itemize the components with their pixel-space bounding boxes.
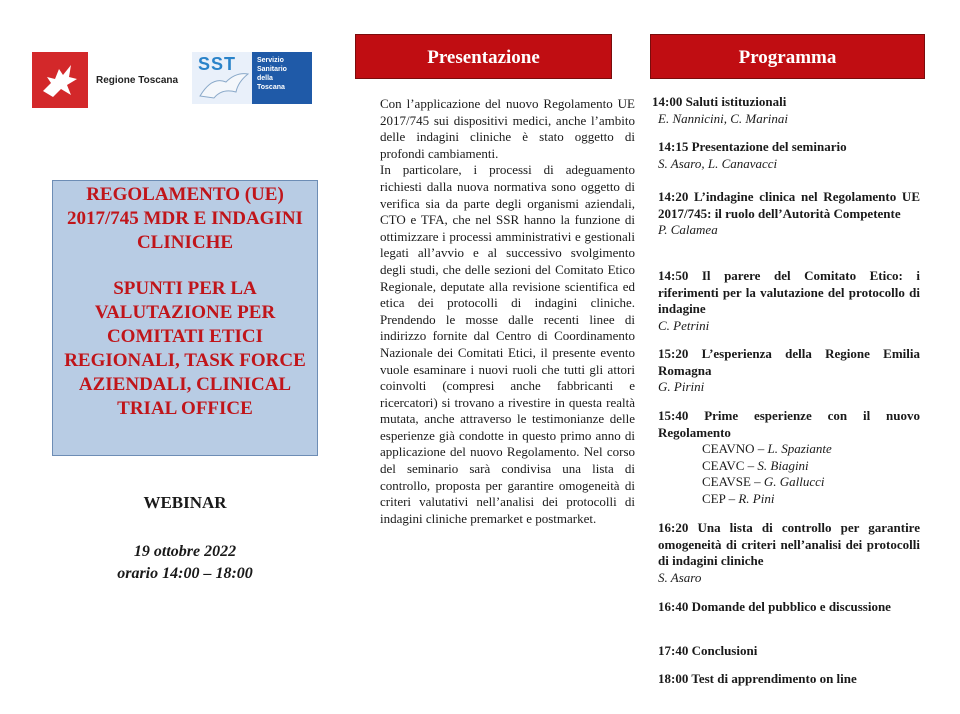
sub-name: S. Biagini xyxy=(757,457,809,473)
programme-heading: Programma xyxy=(650,34,925,79)
programme-subitem xyxy=(702,458,920,475)
sst-text: SST xyxy=(198,54,237,74)
sst-mark xyxy=(192,52,252,104)
programme-time: 14:50 Il parere del Comitato Etico: i riferimenti per la valutazione del protocollo di indagine xyxy=(658,268,920,317)
programme-item xyxy=(652,346,920,396)
presentation-paragraph: In particolare, i processi di adeguamento richiesti dalla nuova normativa sono oggetto di verifica sia da parte degli organismi aziendali, CTO e TFA, che nel SSR hanno la funzione di ottimizzare i processi amministrativi e gestionali legati all’avvio e al successivo svolgimento degli studi, che delle sezioni del Comitato Etico Regionale, deputate alla revisione scientifica ed etica dei protocolli di indagini cliniche. Prendendo le mosse dalle recenti linee di indirizzo fornite dal Centro di Coordinamento Nazionale dei Comitati Etici, il presente evento vuole esaminare i nuovi ruoli che tutti gli attori coinvolti (compresi anche fabbricanti e ricercatori) si trovano a rivestire in questa realtà mutata, anche attraverso le testimonianze delle esperienze già condotte in questo primo anno di applicazione del nuovo Regolamento. Nel corso del seminario sarà condivisa una lista di controllo, proposta per garantire omogeneità di criteri valutativi nell’analisi dei protocolli di indagini cliniche premarket e postmarket. xyxy=(380,162,635,526)
programme-time: 18:00 Test di apprendimento on line xyxy=(658,671,857,686)
programme-speakers: C. Petrini xyxy=(658,317,710,333)
programme-speakers: E. Nannicini, C. Marinai xyxy=(658,110,788,126)
presentation-text xyxy=(380,96,635,527)
programme-time: 14:20 L’indagine clinica nel Regolamento UE 2017/745: il ruolo dell’Autorità Competente xyxy=(658,189,920,221)
event-type: WEBINAR xyxy=(143,493,227,512)
programme-speakers: S. Asaro xyxy=(658,569,702,585)
event-hours: orario 14:00 – 18:00 xyxy=(117,565,253,582)
event-date: 19 ottobre 2022 xyxy=(133,543,237,560)
programme-time: 16:40 Domande del pubblico e discussione xyxy=(658,599,891,614)
sub-org: CEAVNO – xyxy=(702,441,768,457)
programme-time: 16:20 Una lista di controllo per garantire omogeneità di criteri nell’analisi dei protocolli di indagini cliniche xyxy=(658,520,920,569)
programme-time: 15:40 Prime esperienze con il nuovo Regolamento xyxy=(658,408,920,440)
programme-item xyxy=(652,189,920,239)
programme-item xyxy=(652,408,920,508)
programme-item xyxy=(652,94,920,127)
event-datetime xyxy=(52,541,318,585)
programme-subitem xyxy=(702,441,920,458)
programme-time: 17:40 Conclusioni xyxy=(658,643,758,658)
programme-time: 15:20 L’esperienza della Regione Emilia Romagna xyxy=(658,346,920,378)
pegasus-icon xyxy=(32,52,88,108)
regione-toscana-logo xyxy=(32,52,178,108)
sst-line: Toscana xyxy=(257,84,285,91)
sub-org: CEAVC – xyxy=(702,457,758,473)
programme-item xyxy=(652,671,920,688)
sub-org: CEP – xyxy=(702,490,739,506)
programme-time: 14:15 Presentazione del seminario xyxy=(658,139,847,154)
programme-item xyxy=(652,599,920,616)
title-box xyxy=(52,180,318,456)
programme-item xyxy=(652,268,920,334)
programme-subitem xyxy=(702,491,920,508)
programme-subitem xyxy=(702,474,920,491)
sub-name: L. Spaziante xyxy=(767,441,832,457)
sub-org: CEAVSE – xyxy=(702,474,764,490)
sub-name: R. Pini xyxy=(738,490,775,506)
sst-logo xyxy=(192,52,312,104)
programme-item xyxy=(652,139,920,172)
programme-sublist xyxy=(652,441,920,507)
programme-speakers: G. Pirini xyxy=(658,379,705,395)
sst-line: della xyxy=(257,75,273,82)
programme-speakers: P. Calamea xyxy=(658,222,718,238)
programme-item xyxy=(652,520,920,586)
programme-time: 14:00 Saluti istituzionali xyxy=(652,94,787,109)
sst-line: Sanitario xyxy=(257,66,287,73)
title-sub: SPUNTI PER LA VALUTAZIONE PER COMITATI ETICI REGIONALI, TASK FORCE AZIENDALI, CLINICAL TRIAL OFFICE xyxy=(64,278,306,419)
regione-label: Regione Toscana xyxy=(96,74,179,86)
sub-name: G. Gallucci xyxy=(763,474,825,490)
presentation-paragraph: Con l’applicazione del nuovo Regolamento UE 2017/745 sui dispositivi medici, anche l’ambito delle indagini cliniche è stato oggetto di profondi cambiamenti. xyxy=(380,96,635,161)
presentation-heading: Presentazione xyxy=(355,34,612,79)
programme-speakers: S. Asaro, L. Canavacci xyxy=(658,155,778,171)
title-main: REGOLAMENTO (UE) 2017/745 MDR E INDAGINI CLINICHE xyxy=(67,184,303,253)
sst-box xyxy=(252,52,312,104)
sst-line: Servizio xyxy=(257,57,284,64)
programme-item xyxy=(652,643,920,660)
dove-icon xyxy=(192,52,252,104)
